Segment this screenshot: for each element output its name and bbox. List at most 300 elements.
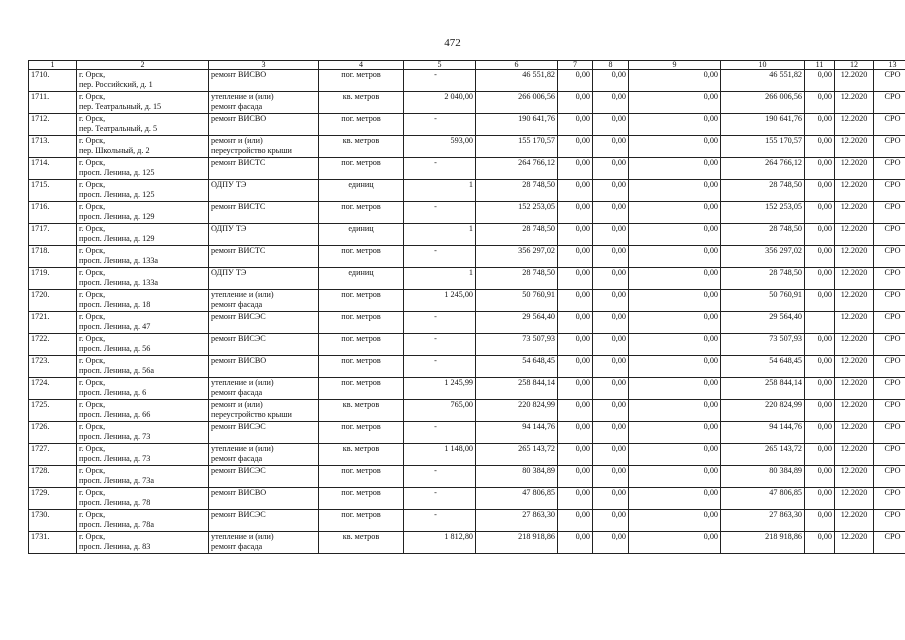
column-header-8: 8 xyxy=(593,61,629,70)
date-cell-value: 12.2020 xyxy=(840,334,868,343)
col10-cell-value: 356 297,02 xyxy=(765,246,802,255)
quantity-cell xyxy=(404,158,476,180)
col7-cell-value: 0,00 xyxy=(575,334,590,343)
total-cost-cell-value: 94 144,76 xyxy=(522,422,555,431)
column-header-2: 2 xyxy=(77,61,209,70)
unit-cell-value: пог. метров xyxy=(341,202,381,211)
quantity-cell xyxy=(404,378,476,400)
col10-cell-value: 54 648,45 xyxy=(769,356,802,365)
address-cell-line-2: просп. Ленина, д. 78а xyxy=(79,520,154,529)
date-cell xyxy=(835,268,874,290)
quantity-cell-value: - xyxy=(434,466,437,475)
work-type-cell xyxy=(209,202,319,224)
col9-cell xyxy=(629,312,721,334)
date-cell xyxy=(835,312,874,334)
col9-cell-value: 0,00 xyxy=(703,290,718,299)
work-type-cell-line-1: утепление и (или) xyxy=(211,290,274,299)
work-type-cell xyxy=(209,334,319,356)
col7-cell-value: 0,00 xyxy=(575,422,590,431)
col11-cell-value: 0,00 xyxy=(817,356,832,365)
date-cell xyxy=(835,532,874,554)
program-cell-value: СРО xyxy=(884,290,901,299)
col10-cell xyxy=(721,92,805,114)
col8-cell xyxy=(593,202,629,224)
unit-cell xyxy=(319,246,404,268)
program-cell-value: СРО xyxy=(884,356,901,365)
program-cell-value: СРО xyxy=(884,488,901,497)
unit-cell xyxy=(319,224,404,246)
col9-cell xyxy=(629,92,721,114)
address-cell-line-2: пер. Театральный, д. 5 xyxy=(79,124,158,133)
program-cell xyxy=(874,224,905,246)
total-cost-cell-value: 190 641,76 xyxy=(518,114,555,123)
table-row xyxy=(29,290,905,312)
row-number-cell xyxy=(29,466,77,488)
column-header-12: 12 xyxy=(835,61,874,70)
work-type-cell-line-1: ремонт и (или) xyxy=(211,400,263,409)
col8-cell-value: 0,00 xyxy=(611,466,626,475)
col7-cell xyxy=(558,488,593,510)
address-cell-line-1: г. Орск, xyxy=(79,136,106,145)
col8-cell xyxy=(593,92,629,114)
col7-cell xyxy=(558,290,593,312)
table-row xyxy=(29,312,905,334)
col7-cell-value: 0,00 xyxy=(575,246,590,255)
date-cell-value: 12.2020 xyxy=(840,224,868,233)
total-cost-cell xyxy=(476,312,558,334)
work-type-cell xyxy=(209,136,319,158)
date-cell xyxy=(835,400,874,422)
program-cell-value: СРО xyxy=(884,202,901,211)
program-cell xyxy=(874,532,905,554)
row-number-cell xyxy=(29,334,77,356)
col9-cell-value: 0,00 xyxy=(703,114,718,123)
quantity-cell-value: - xyxy=(434,422,437,431)
address-cell xyxy=(77,180,209,202)
date-cell-value: 12.2020 xyxy=(840,312,868,321)
row-number-cell-value: 1729. xyxy=(31,488,50,497)
col10-cell xyxy=(721,378,805,400)
quantity-cell-value: 765,00 xyxy=(450,400,473,409)
work-type-cell-line-2: ремонт фасада xyxy=(211,454,263,463)
col7-cell-value: 0,00 xyxy=(575,466,590,475)
col8-cell-value: 0,00 xyxy=(611,92,626,101)
program-cell-value: СРО xyxy=(884,114,901,123)
date-cell-value: 12.2020 xyxy=(840,180,868,189)
address-cell-line-2: просп. Ленина, д. 125 xyxy=(79,168,155,177)
column-header-3: 3 xyxy=(209,61,319,70)
col8-cell-value: 0,00 xyxy=(611,400,626,409)
col8-cell xyxy=(593,290,629,312)
date-cell-value: 12.2020 xyxy=(840,92,868,101)
col7-cell xyxy=(558,334,593,356)
total-cost-cell-value: 218 918,86 xyxy=(518,532,555,541)
program-cell xyxy=(874,92,905,114)
col11-cell-value: 0,00 xyxy=(817,400,832,409)
col8-cell-value: 0,00 xyxy=(611,268,626,277)
address-cell-line-2: просп. Ленина, д. 56 xyxy=(79,344,151,353)
total-cost-cell-value: 73 507,93 xyxy=(522,334,555,343)
col7-cell xyxy=(558,136,593,158)
program-cell xyxy=(874,444,905,466)
work-type-cell-line-2: переустройство крыши xyxy=(211,410,292,419)
work-type-cell xyxy=(209,444,319,466)
row-number-cell-value: 1728. xyxy=(31,466,50,475)
program-cell-value: СРО xyxy=(884,224,901,233)
work-type-cell-line-1: утепление и (или) xyxy=(211,444,274,453)
col11-cell xyxy=(805,70,835,92)
quantity-cell xyxy=(404,290,476,312)
program-cell xyxy=(874,400,905,422)
col10-cell-value: 94 144,76 xyxy=(769,422,802,431)
work-type-cell-line-1: ОДПУ ТЭ xyxy=(211,224,247,233)
total-cost-cell-value: 155 170,57 xyxy=(518,136,555,145)
col11-cell-value: 0,00 xyxy=(817,202,832,211)
program-cell-value: СРО xyxy=(884,334,901,343)
total-cost-cell xyxy=(476,488,558,510)
column-header-9: 9 xyxy=(629,61,721,70)
col8-cell-value: 0,00 xyxy=(611,510,626,519)
total-cost-cell xyxy=(476,70,558,92)
total-cost-cell-value: 356 297,02 xyxy=(518,246,555,255)
col9-cell-value: 0,00 xyxy=(703,312,718,321)
work-type-cell xyxy=(209,400,319,422)
table-row xyxy=(29,180,905,202)
quantity-cell-value: - xyxy=(434,510,437,519)
col8-cell xyxy=(593,444,629,466)
work-type-cell-line-1: ремонт ВИСЭС xyxy=(211,510,266,519)
column-header-4: 4 xyxy=(319,61,404,70)
row-number-cell-value: 1724. xyxy=(31,378,50,387)
col10-cell xyxy=(721,422,805,444)
col10-cell-value: 73 507,93 xyxy=(769,334,802,343)
row-number-cell xyxy=(29,422,77,444)
total-cost-cell xyxy=(476,400,558,422)
address-cell-line-1: г. Орск, xyxy=(79,290,106,299)
col10-cell xyxy=(721,488,805,510)
col8-cell-value: 0,00 xyxy=(611,70,626,79)
address-cell xyxy=(77,202,209,224)
date-cell xyxy=(835,70,874,92)
col11-cell xyxy=(805,136,835,158)
col10-cell xyxy=(721,356,805,378)
col9-cell xyxy=(629,444,721,466)
unit-cell-value: пог. метров xyxy=(341,378,381,387)
row-number-cell xyxy=(29,510,77,532)
program-cell xyxy=(874,510,905,532)
program-cell-value: СРО xyxy=(884,312,901,321)
col8-cell xyxy=(593,246,629,268)
address-cell xyxy=(77,224,209,246)
quantity-cell xyxy=(404,180,476,202)
date-cell xyxy=(835,180,874,202)
address-cell-line-1: г. Орск, xyxy=(79,334,106,343)
col11-cell xyxy=(805,378,835,400)
row-number-cell xyxy=(29,268,77,290)
quantity-cell-value: 1 245,00 xyxy=(444,290,473,299)
row-number-cell-value: 1730. xyxy=(31,510,50,519)
col10-cell-value: 258 844,14 xyxy=(765,378,802,387)
row-number-cell xyxy=(29,202,77,224)
program-cell xyxy=(874,158,905,180)
col9-cell-value: 0,00 xyxy=(703,70,718,79)
col7-cell-value: 0,00 xyxy=(575,114,590,123)
address-cell-line-1: г. Орск, xyxy=(79,422,106,431)
program-cell-value: СРО xyxy=(884,466,901,475)
address-cell xyxy=(77,466,209,488)
unit-cell-value: пог. метров xyxy=(341,466,381,475)
quantity-cell-value: - xyxy=(434,202,437,211)
col10-cell xyxy=(721,158,805,180)
work-type-cell xyxy=(209,246,319,268)
row-number-cell xyxy=(29,532,77,554)
quantity-cell-value: - xyxy=(434,158,437,167)
col10-cell-value: 152 253,05 xyxy=(765,202,802,211)
date-cell xyxy=(835,488,874,510)
program-cell xyxy=(874,334,905,356)
work-type-cell-line-2: ремонт фасада xyxy=(211,542,263,551)
table-row xyxy=(29,70,905,92)
col8-cell xyxy=(593,334,629,356)
col7-cell-value: 0,00 xyxy=(575,224,590,233)
unit-cell-value: пог. метров xyxy=(341,510,381,519)
row-number-cell-value: 1731. xyxy=(31,532,50,541)
date-cell-value: 12.2020 xyxy=(840,158,868,167)
address-cell-line-2: просп. Ленина, д. 133а xyxy=(79,278,159,287)
total-cost-cell xyxy=(476,158,558,180)
program-cell-value: СРО xyxy=(884,400,901,409)
col8-cell-value: 0,00 xyxy=(611,224,626,233)
col11-cell-value: 0,00 xyxy=(817,136,832,145)
col10-cell-value: 266 006,56 xyxy=(765,92,802,101)
program-cell xyxy=(874,356,905,378)
col8-cell xyxy=(593,400,629,422)
unit-cell-value: кв. метров xyxy=(342,92,380,101)
col7-cell xyxy=(558,312,593,334)
work-type-cell-line-1: ремонт ВИСВО xyxy=(211,114,267,123)
row-number-cell-value: 1717. xyxy=(31,224,50,233)
total-cost-cell xyxy=(476,268,558,290)
unit-cell xyxy=(319,180,404,202)
unit-cell-value: пог. метров xyxy=(341,290,381,299)
col8-cell-value: 0,00 xyxy=(611,180,626,189)
address-cell-line-1: г. Орск, xyxy=(79,180,106,189)
address-cell-line-1: г. Орск, xyxy=(79,70,106,79)
unit-cell xyxy=(319,290,404,312)
col11-cell-value: 0,00 xyxy=(817,422,832,431)
address-cell-line-2: просп. Ленина, д. 133а xyxy=(79,256,159,265)
unit-cell-value: единиц xyxy=(348,268,374,277)
col10-cell xyxy=(721,466,805,488)
row-number-cell xyxy=(29,224,77,246)
col9-cell xyxy=(629,400,721,422)
col9-cell xyxy=(629,268,721,290)
col10-cell-value: 220 824,99 xyxy=(765,400,802,409)
table-row xyxy=(29,114,905,136)
col9-cell xyxy=(629,466,721,488)
row-number-cell-value: 1723. xyxy=(31,356,50,365)
row-number-cell xyxy=(29,246,77,268)
quantity-cell xyxy=(404,202,476,224)
address-cell-line-1: г. Орск, xyxy=(79,444,106,453)
work-type-cell-line-1: утепление и (или) xyxy=(211,532,274,541)
unit-cell xyxy=(319,334,404,356)
col10-cell xyxy=(721,224,805,246)
col9-cell xyxy=(629,224,721,246)
col7-cell xyxy=(558,70,593,92)
quantity-cell xyxy=(404,400,476,422)
col9-cell xyxy=(629,422,721,444)
work-type-cell xyxy=(209,378,319,400)
work-type-cell xyxy=(209,224,319,246)
work-type-cell-line-1: ремонт ВИСВО xyxy=(211,356,267,365)
table-row xyxy=(29,334,905,356)
column-header-13: 13 xyxy=(874,61,905,70)
address-cell-line-2: просп. Ленина, д. 47 xyxy=(79,322,151,331)
col8-cell xyxy=(593,422,629,444)
address-cell xyxy=(77,114,209,136)
table-row xyxy=(29,378,905,400)
col9-cell-value: 0,00 xyxy=(703,400,718,409)
col11-cell-value: 0,00 xyxy=(817,268,832,277)
date-cell xyxy=(835,136,874,158)
unit-cell-value: единиц xyxy=(348,180,374,189)
total-cost-cell-value: 220 824,99 xyxy=(518,400,555,409)
quantity-cell xyxy=(404,92,476,114)
total-cost-cell xyxy=(476,334,558,356)
col7-cell xyxy=(558,510,593,532)
total-cost-cell-value: 152 253,05 xyxy=(518,202,555,211)
quantity-cell-value: 1 245,99 xyxy=(444,378,473,387)
col9-cell xyxy=(629,158,721,180)
total-cost-cell-value: 80 384,89 xyxy=(522,466,555,475)
col10-cell-value: 28 748,50 xyxy=(769,268,802,277)
col11-cell xyxy=(805,422,835,444)
col9-cell xyxy=(629,356,721,378)
col9-cell-value: 0,00 xyxy=(703,180,718,189)
col9-cell xyxy=(629,378,721,400)
row-number-cell xyxy=(29,92,77,114)
work-type-cell-line-1: ремонт ВИСВО xyxy=(211,488,267,497)
col11-cell-value: 0,00 xyxy=(817,224,832,233)
program-cell xyxy=(874,114,905,136)
total-cost-cell-value: 54 648,45 xyxy=(522,356,555,365)
unit-cell xyxy=(319,378,404,400)
work-type-cell xyxy=(209,488,319,510)
col8-cell-value: 0,00 xyxy=(611,422,626,431)
total-cost-cell xyxy=(476,510,558,532)
col11-cell xyxy=(805,400,835,422)
table-row xyxy=(29,510,905,532)
col7-cell xyxy=(558,246,593,268)
work-type-cell-line-1: ремонт ВИСВО xyxy=(211,70,267,79)
col9-cell xyxy=(629,290,721,312)
col9-cell-value: 0,00 xyxy=(703,356,718,365)
address-cell xyxy=(77,334,209,356)
quantity-cell-value: 1 xyxy=(468,180,473,189)
col11-cell-value: 0,00 xyxy=(817,180,832,189)
row-number-cell xyxy=(29,400,77,422)
quantity-cell-value: 1 xyxy=(468,268,473,277)
program-cell xyxy=(874,180,905,202)
program-cell xyxy=(874,466,905,488)
row-number-cell xyxy=(29,136,77,158)
total-cost-cell xyxy=(476,92,558,114)
program-cell xyxy=(874,422,905,444)
col8-cell xyxy=(593,114,629,136)
work-type-cell-line-1: ремонт ВИСЭС xyxy=(211,334,266,343)
col8-cell xyxy=(593,356,629,378)
table-row xyxy=(29,532,905,554)
col9-cell xyxy=(629,202,721,224)
address-cell xyxy=(77,290,209,312)
address-cell-line-1: г. Орск, xyxy=(79,202,106,211)
quantity-cell-value: - xyxy=(434,356,437,365)
table-row xyxy=(29,268,905,290)
date-cell-value: 12.2020 xyxy=(840,510,868,519)
unit-cell-value: пог. метров xyxy=(341,488,381,497)
col10-cell-value: 27 863,30 xyxy=(769,510,802,519)
program-cell-value: СРО xyxy=(884,136,901,145)
column-header-1: 1 xyxy=(29,61,77,70)
date-cell-value: 12.2020 xyxy=(840,202,868,211)
col11-cell-value: 0,00 xyxy=(817,246,832,255)
col7-cell-value: 0,00 xyxy=(575,268,590,277)
col11-cell xyxy=(805,356,835,378)
col8-cell xyxy=(593,312,629,334)
col10-cell xyxy=(721,290,805,312)
date-cell xyxy=(835,246,874,268)
unit-cell-value: единиц xyxy=(348,224,374,233)
col10-cell-value: 46 551,82 xyxy=(769,70,802,79)
date-cell-value: 12.2020 xyxy=(840,268,868,277)
address-cell-line-1: г. Орск, xyxy=(79,158,106,167)
col7-cell xyxy=(558,400,593,422)
quantity-cell-value: 1 812,80 xyxy=(444,532,473,541)
total-cost-cell-value: 266 006,56 xyxy=(518,92,555,101)
address-cell-line-1: г. Орск, xyxy=(79,466,106,475)
address-cell xyxy=(77,136,209,158)
col10-cell-value: 47 806,85 xyxy=(769,488,802,497)
col8-cell xyxy=(593,378,629,400)
address-cell xyxy=(77,444,209,466)
quantity-cell xyxy=(404,224,476,246)
address-cell xyxy=(77,510,209,532)
col10-cell xyxy=(721,532,805,554)
col8-cell-value: 0,00 xyxy=(611,158,626,167)
address-cell-line-2: просп. Ленина, д. 73 xyxy=(79,432,151,441)
address-cell-line-2: просп. Ленина, д. 78 xyxy=(79,498,151,507)
program-cell xyxy=(874,312,905,334)
address-cell xyxy=(77,246,209,268)
col7-cell-value: 0,00 xyxy=(575,400,590,409)
address-cell-line-1: г. Орск, xyxy=(79,356,106,365)
unit-cell xyxy=(319,356,404,378)
work-type-cell-line-1: ремонт ВИСТС xyxy=(211,158,266,167)
program-cell-value: СРО xyxy=(884,246,901,255)
unit-cell xyxy=(319,268,404,290)
col11-cell xyxy=(805,92,835,114)
unit-cell-value: кв. метров xyxy=(342,532,380,541)
unit-cell xyxy=(319,202,404,224)
col10-cell-value: 218 918,86 xyxy=(765,532,802,541)
col10-cell xyxy=(721,180,805,202)
quantity-cell xyxy=(404,246,476,268)
col8-cell xyxy=(593,532,629,554)
row-number-cell-value: 1711. xyxy=(31,92,50,101)
col11-cell-value: 0,00 xyxy=(817,158,832,167)
unit-cell-value: пог. метров xyxy=(341,246,381,255)
